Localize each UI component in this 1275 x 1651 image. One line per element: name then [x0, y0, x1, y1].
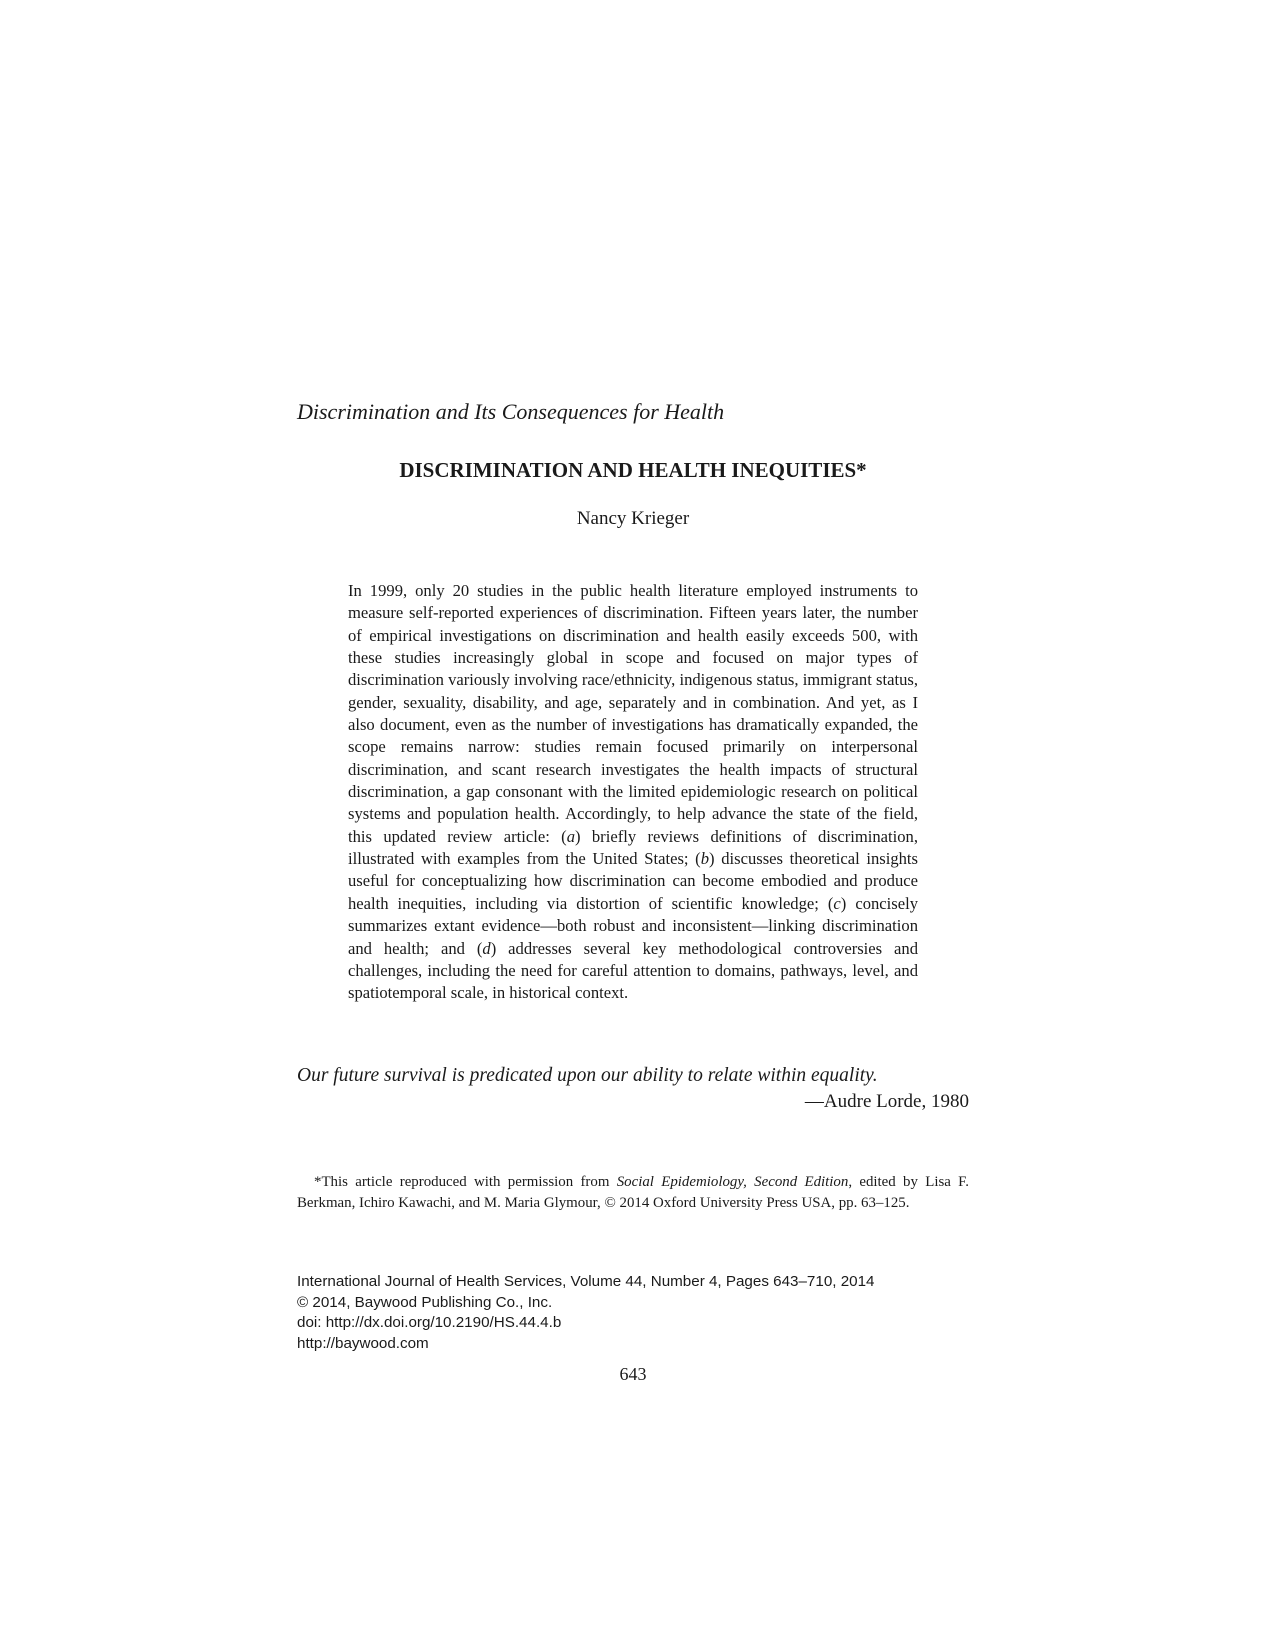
abstract-text-3: ) discusses theoretical insights useful for conceptualizing how discrimination can become embodied and produce health inequities, including via distortion of scientific knowledge; (	[348, 849, 918, 913]
abstract	[348, 580, 918, 1005]
article-title: DISCRIMINATION AND HEALTH INEQUITIES*	[399, 458, 867, 482]
section-title: Discrimination and Its Consequences for Health	[297, 399, 725, 424]
epigraph-quote: Our future survival is predicated upon our ability to relate within equality.	[297, 1065, 878, 1086]
publication-info	[297, 1272, 997, 1354]
abstract-list-marker-a: a	[566, 826, 575, 846]
doi-line: doi: http://dx.doi.org/10.2190/HS.44.4.b	[297, 1314, 562, 1331]
footnote	[297, 1172, 969, 1213]
abstract-text-2: ) briefly reviews definitions of discrimination, illustrated with examples from the United States; (	[348, 826, 918, 869]
abstract-list-marker-c: c	[833, 893, 841, 913]
abstract-list-marker-d: d	[482, 938, 491, 958]
author-name: Nancy Krieger	[576, 508, 690, 529]
copyright-line: © 2014, Baywood Publishing Co., Inc.	[297, 1293, 553, 1311]
footnote-book-title: Social Epidemiology, Second Edition	[616, 1174, 849, 1190]
footnote-text-after: , edited by Lisa F. Berkman, Ichiro Kawachi, and M. Maria Glymour, © 2014 Oxford University Press USA, pp. 63–125.	[297, 1174, 969, 1211]
publisher-url: http://baywood.com	[297, 1334, 429, 1352]
abstract-text-5: ) addresses several key methodological controversies and challenges, including the need for careful attention to domains, pathways, level, and spatiotemporal scale, in historical context.	[348, 938, 919, 1003]
epigraph	[297, 1063, 969, 1115]
journal-citation: International Journal of Health Services, Volume 44, Number 4, Pages 643–710, 2014	[297, 1273, 875, 1290]
page-number: 643	[619, 1364, 647, 1384]
epigraph-attribution: —Audre Lorde, 1980	[804, 1091, 969, 1112]
abstract-text-4: ) concisely summarizes extant evidence—both robust and inconsistent—linking discrimination and health; and (	[348, 893, 918, 958]
footnote-text-before: *This article reproduced with permission from	[314, 1174, 617, 1190]
abstract-list-marker-b: b	[700, 849, 710, 869]
abstract-text-1: In 1999, only 20 studies in the public health literature employed instruments to measure self-reported experiences of discrimination. Fifteen years later, the number of empirical investigations on discrimination and health easily exceeds 500, with these studies increasingly global in scope and focused on major types of discrimination variously involving race/ethnicity, indigenous status, immigrant status, gender, sexuality, disability, and age, separately and in combination. And yet, as I also document, even as the number of investigations has dramatically expanded, the scope remains narrow: studies remain focused primarily on interpersonal discrimination, and scant research investigates the health impacts of structural discrimination, a gap consonant with the limited epidemiologic research on political systems and population health. Accordingly, to help advance the state of the field, this updated review article: (	[348, 581, 918, 846]
